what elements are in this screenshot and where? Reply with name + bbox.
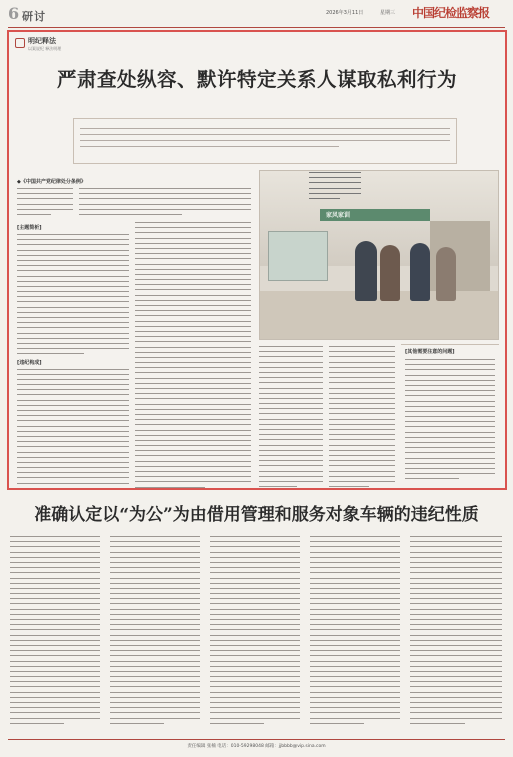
issue-date: 2026年3月11日: [326, 10, 364, 16]
featured-article-frame[interactable]: [7, 30, 507, 490]
article-abstract: [73, 118, 457, 164]
page-footer: 责任编辑 张楠 电话：010-59298048 邮箱：jjbbbb@vip.sina.com: [187, 744, 326, 749]
article-photo: [259, 170, 499, 340]
paper-name: 中国纪检监察报: [412, 6, 490, 20]
page-number: 6: [8, 4, 20, 23]
article-byline: [9, 98, 505, 103]
footer-rule: [8, 739, 505, 740]
subhead-theme: [主题简析]: [17, 225, 42, 231]
photo-banner-text: 家风家训: [326, 212, 351, 219]
header-rule: [8, 27, 505, 28]
regulation-heading: ◆《中国共产党纪律处分条例》: [17, 179, 86, 185]
second-article-col-3: [210, 536, 300, 728]
other-issues-title: [其他需要注意的问题]: [405, 349, 455, 355]
second-article-col-5: [410, 536, 502, 728]
body-column-3: [259, 346, 323, 490]
column-subtitle: 以案说纪 释法明理: [28, 46, 62, 51]
second-article-byline: [0, 524, 513, 529]
issue-weekday: 星期三: [380, 10, 396, 16]
section-tag: 研讨: [22, 10, 46, 23]
masthead: [0, 0, 513, 30]
regulation-quote-column-2: [79, 188, 251, 219]
second-article-headline[interactable]: 准确认定以“为公”为由借用管理和服务对象车辆的违纪性质: [34, 505, 479, 525]
second-article-col-4: [310, 536, 400, 728]
second-article-col-1: [10, 536, 100, 728]
photo-caption: [309, 172, 361, 203]
body-column-1: [17, 222, 129, 490]
column-badge: [15, 36, 87, 56]
body-column-4: [329, 346, 395, 490]
body-column-2: [135, 222, 251, 490]
column-title: 明纪释法: [28, 37, 56, 45]
subhead-violation: [违纪构成]: [17, 359, 42, 366]
other-issues-box: [401, 344, 499, 484]
article-headline[interactable]: 严肃查处纵容、默许特定关系人谋取私利行为: [56, 68, 457, 91]
regulation-quote-column: [17, 188, 73, 219]
second-article-col-2: [110, 536, 200, 728]
column-badge-icon: [15, 38, 25, 48]
